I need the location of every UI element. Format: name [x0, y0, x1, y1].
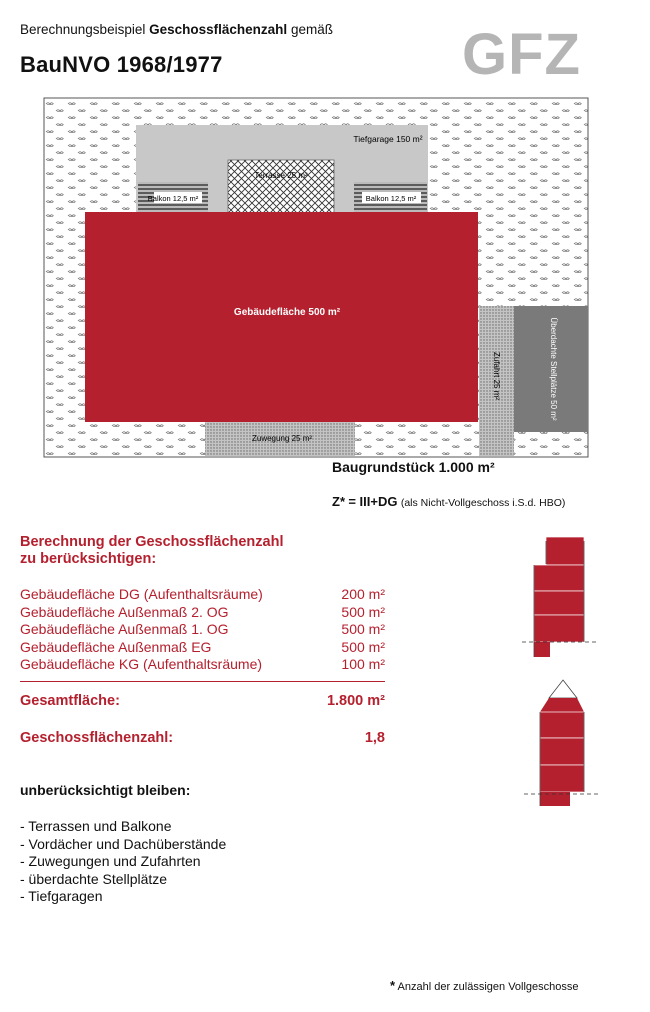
footnote-mark: *: [390, 978, 396, 993]
calculation-heading: [20, 534, 284, 568]
gfz-label: Geschossflächenzahl:: [20, 730, 174, 746]
zuwegung-label: Zuwegung 25 m²: [251, 434, 313, 443]
subtitle-pre: Berechnungsbeispiel: [20, 22, 146, 37]
gfz-row: [20, 730, 385, 746]
calculation-heading-line1: Berechnung der Geschossflächenzahl: [20, 534, 284, 550]
calc-row-label: Gebäudefläche Außenmaß EG: [20, 638, 212, 655]
terrasse-area: [228, 160, 334, 213]
list-item: - überdachte Stellplätze: [20, 870, 168, 887]
calc-row-label: Gebäudefläche Außenmaß 1. OG: [20, 621, 229, 637]
total-row: [20, 693, 385, 709]
z-value: = III+DG: [348, 494, 398, 509]
gfz-logo: GFZ: [462, 22, 581, 87]
total-divider: [20, 681, 385, 682]
calc-row-value: 500 m²: [341, 603, 385, 620]
calc-row: [20, 656, 385, 674]
footnote-text: Anzahl der zulässigen Vollgeschosse: [397, 981, 579, 993]
calc-row: [20, 639, 385, 657]
terrasse-label: Terrasse 25 m²: [254, 171, 308, 180]
calc-row-value: 100 m²: [341, 656, 385, 672]
calc-row: [20, 586, 385, 604]
stellplaetze-label: Überdachte Stellplätze 50 m²: [549, 317, 558, 421]
page-title: BauNVO 1968/1977: [20, 52, 223, 77]
calculation-heading-line2: zu berücksichtigen:: [20, 551, 157, 567]
tiefgarage-label: Tiefgarage 150 m²: [353, 134, 423, 144]
subtitle-post: gemäß: [290, 22, 333, 37]
calc-row-value: 200 m²: [341, 586, 385, 602]
gfz-value: 1,8: [364, 730, 385, 746]
z-note: (als Nicht-Vollgeschoss i.S.d. HBO): [400, 497, 566, 509]
excluded-heading: unberücksichtigt bleiben:: [20, 782, 191, 798]
grundstueck-caption: Baugrundstück 1.000 m²: [332, 459, 495, 475]
section-sketch-flat-roof: [522, 537, 598, 657]
balkon-right-label: Balkon 12,5 m²: [365, 194, 417, 203]
calc-row-label: Gebäudefläche DG (Aufenthaltsräume): [20, 586, 263, 602]
zufahrt-label: Zufahrt 25 m²: [492, 351, 501, 401]
calc-row: [20, 621, 385, 639]
list-item: - Terrassen und Balkone: [20, 818, 172, 834]
total-value: 1.800 m²: [326, 693, 385, 709]
balkon-left-label: Balkon 12,5 m²: [147, 194, 199, 203]
z-definition: [332, 494, 565, 509]
list-item: - Zuwegungen und Zufahrten: [20, 853, 201, 869]
calc-row-label: Gebäudefläche Außenmaß 2. OG: [20, 603, 229, 620]
total-label: Gesamtfläche:: [20, 693, 120, 709]
list-item: - Tiefgaragen: [20, 888, 103, 904]
subtitle-bold: Geschossflächenzahl: [149, 22, 288, 37]
gebaeude-label: Gebäudefläche 500 m²: [233, 307, 341, 318]
calc-row-label: Gebäudefläche KG (Aufenthaltsräume): [20, 656, 263, 672]
calculation-rows: [20, 586, 385, 674]
z-label: Z*: [332, 494, 345, 509]
calc-row: [20, 604, 385, 622]
list-item: - Vordächer und Dachüberstände: [20, 835, 227, 852]
excluded-list: [20, 818, 226, 906]
section-sketch-pitched-roof: [524, 680, 598, 806]
calc-row-value: 500 m²: [341, 638, 385, 655]
footnote: [390, 978, 579, 993]
calc-row-value: 500 m²: [341, 621, 385, 637]
